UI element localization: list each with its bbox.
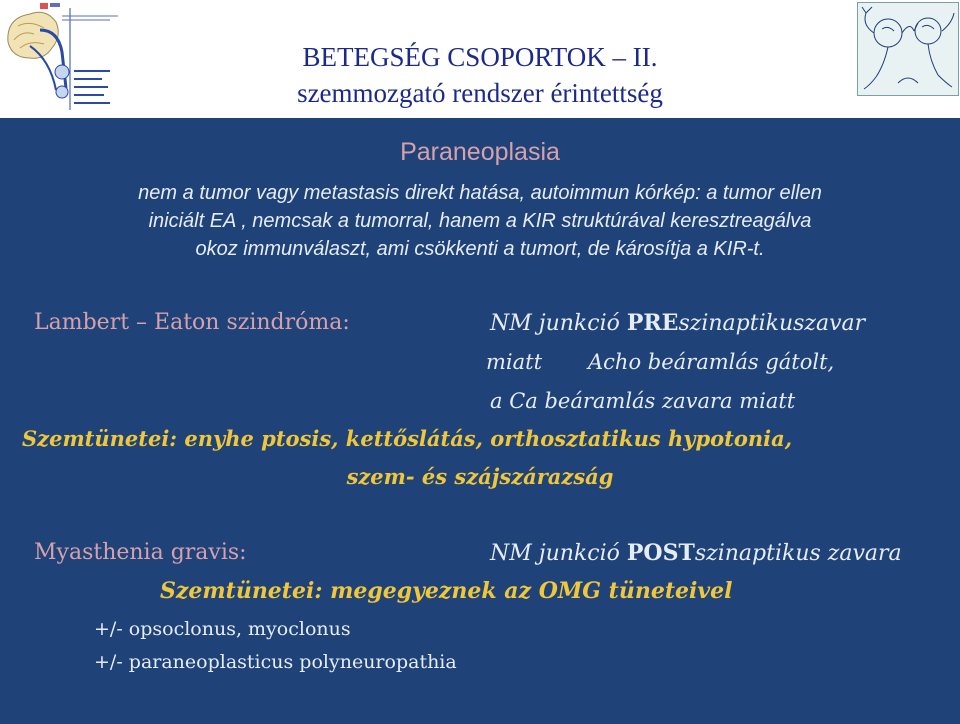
paraneoplasia-heading: Paraneoplasia (400, 138, 560, 166)
lambert-symptoms-line1: Szemtünetei: enyhe ptosis, kettőslátás, orthosztatikus hypotonia, (22, 426, 793, 451)
intro-line-2: iniciált EA , nemcsak a tumorral, hanem a KIR struktúrával keresztreagálva (148, 210, 812, 232)
lambert-symptoms-line2: szem- és szájszárazság (346, 464, 614, 489)
lambert-junction-prefix: NM junkció (490, 311, 627, 336)
myasthenia-junction-prefix: NM junkció (490, 541, 627, 566)
lambert-line3: a Ca beáramlás zavara miatt (490, 389, 796, 413)
myasthenia-symptoms: Szemtünetei: megegyeznek az OMG tüneteivel (160, 578, 733, 604)
title-area (0, 0, 960, 118)
myasthenia-junction-suffix: szinaptikus zavara (694, 541, 902, 566)
lambert-eaton-label: Lambert – Eaton szindróma: (34, 310, 350, 335)
myasthenia-bullet-2: +/- paraneoplasticus polyneuropathia (94, 651, 457, 673)
intro-line-1: nem a tumor vagy metastasis direkt hatása, autoimmun kórkép: a tumor ellen (138, 182, 822, 204)
myasthenia-junction-bold: POST (626, 540, 695, 566)
myasthenia-label: Myasthenia gravis: (34, 540, 247, 565)
lambert-junction-suffix: szinaptikuszavar (678, 311, 866, 336)
lambert-junction (490, 310, 865, 336)
slide-title-line1: BETEGSÉG CSOPORTOK – II. (302, 42, 658, 72)
slide-title-line2: szemmozgató rendszer érintettség (297, 78, 663, 108)
intro-line-3: okoz immunválaszt, ami csökkenti a tumort, de károsítja a KIR-t. (195, 238, 765, 260)
lambert-line2-a: miatt (486, 350, 543, 374)
myasthenia-junction (490, 540, 902, 566)
lambert-junction-bold: PRE (626, 310, 679, 336)
myasthenia-bullet-1: +/- opsoclonus, myoclonus (94, 618, 351, 640)
lambert-line2-b: Acho beáramlás gátolt, (588, 350, 835, 374)
